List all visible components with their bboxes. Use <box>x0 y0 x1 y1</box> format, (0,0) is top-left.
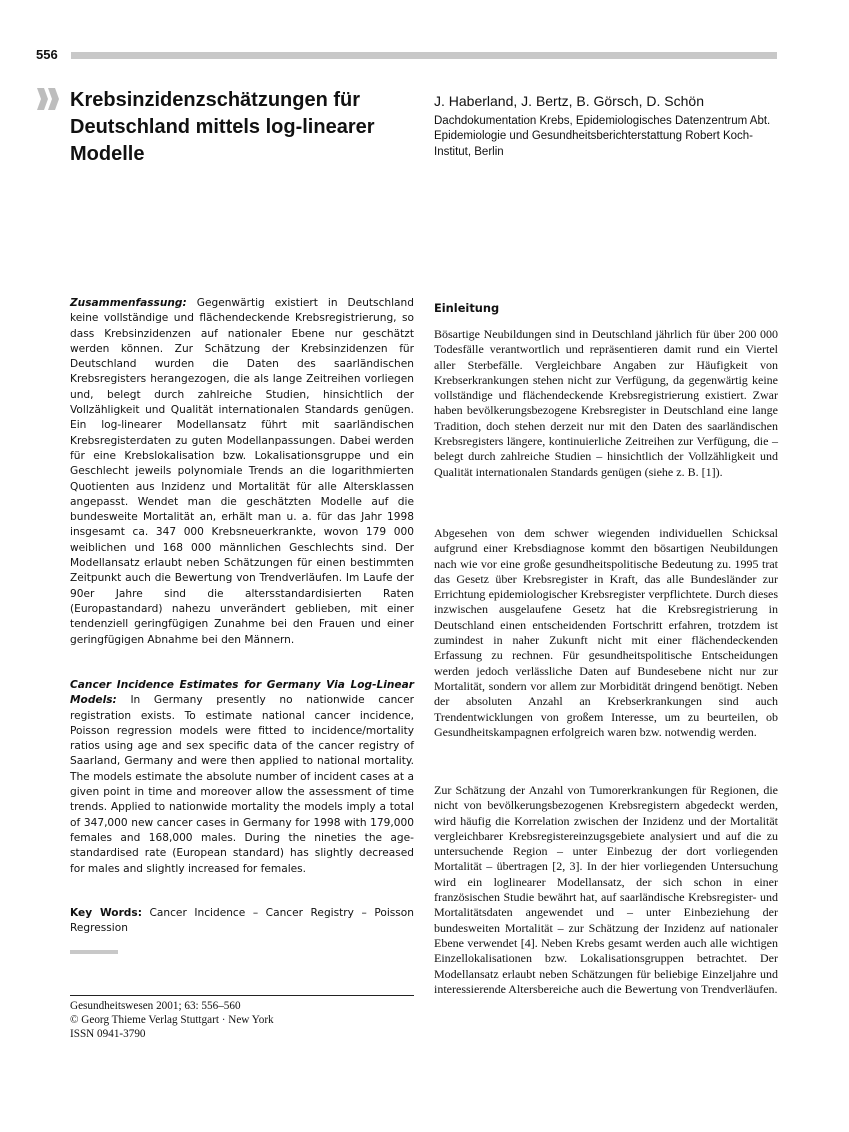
citation: Gesundheitswesen 2001; 63: 556–560 <box>70 1000 241 1012</box>
article-title: Krebsinzidenzschätzungen für Deutschland mittels log-linearer Modelle <box>70 89 375 165</box>
abstract-german-label: Zusammenfassung: <box>70 297 187 309</box>
abstract-end-rule <box>70 950 118 954</box>
keywords-text: Cancer Incidence – Cancer Registry – Poisson Regression <box>70 907 414 935</box>
abstract-english-text: In Germany presently no nationwide cancer registration exists. To estimate national cancer incidence, Poisson regression models were fitted to incidence/mortality ratios using age and sex specific data of the cancer registry of Saarland, Germany and were then applied to national mortality. The models estimate the absolute number of incident cases at a given point in time and moreover allow the assessment of time trends. Applied to nationwide mortality the models imply a total of 347,000 new cancer cases in Germany for 1998 with 179,000 females and 168,000 males. During the nineties the age-standardised rate (European standard) has slightly decreased for males and slightly increased for females. <box>70 694 415 875</box>
abstract-english-label: Cancer Incidence Estimates for Germany Via Log-Linear Models: <box>70 679 414 707</box>
intro-paragraph-text: Abgesehen von dem schwer wiegenden individuellen Schicksal aufgrund einer Krebsdiagnose kommt den bösartigen Neubildungen nach wie vor eine große gesundheitspolitische Bedeutung zu. 1995 trat das Gesetz über Krebsregister in Kraft, das alle Bundesländer zur Errichtung epidemiologischer Krebsregister verpflichtete. Durch dieses inzwischen ausgelaufene Gesetz hat die Krebsregistrierung in Deutschland einen entscheidenden Fortschritt erfahren, trotzdem ist zumindest in naher Zukunft nicht mit einer flächendeckenden Erfassung zu rechnen. Für gesundheitspolitische Entscheidungen werden jedoch verlässliche Daten auf Bundesebene nicht nur zur Mortalität, sondern vor allem zur Morbidität dringend benötigt. Neben der absoluten Anzahl an Krebserkrankungen sind auch Trendentwicklungen von großem Interesse, um zu beurteilen, ob Gesundheitskampagnen erfolgreich waren bzw. notwendig werden. <box>434 526 778 739</box>
abstract-german <box>70 296 414 648</box>
abstract-english <box>70 678 414 877</box>
footer-rule <box>70 995 414 996</box>
keywords-label: Key Words: <box>70 907 142 919</box>
intro-paragraph-1 <box>434 327 778 480</box>
intro-paragraph-text: Zur Schätzung der Anzahl von Tumorerkrankungen für Regionen, die nicht von bevölkerungsbezogenen Krebsregistern abgedeckt werden, wird häufig die Korrelation zwischen der Inzidenz und der Mortalität vergleichbarer Krebsregistereinzugsgebiete analysiert und auf die zu untersuchende Region – unter Einbezug der dort vorliegenden Mortalität – übertragen [2, 3]. In der hier vorliegenden Untersuchung wird ein loglinearer Modellansatz, der sich schon in einer französischen Studie bewährt hat, auf saarländische Krebsregister- und Mortalitätsdaten angewendet und – unter Einbeziehung der bundesweiten Mortalität – zur Schätzung der Inzidenz auf nationaler Ebene verwendet [4]. Neben Krebs gesamt werden auch alle wichtigen Einzellokalisationen bzw. Lokalisationsgruppen betrachtet. Der Modellansatz erlaubt neben Schätzungen für beliebige Einzeljahre und interessierende Altersbereiche auch die Bewertung von Trendverläufen. <box>434 783 778 996</box>
section-marker-icon <box>37 88 61 110</box>
intro-paragraph-text: Bösartige Neubildungen sind in Deutschland jährlich für über 200 000 Todesfälle verantwortlich und repräsentieren damit rund ein Viertel aller Sterbefälle. Vergleichbare Angaben zur Häufigkeit von Krebserkrankungen stehen nicht zur Verfügung, da gegenwärtig keine vollständige und flächendeckende Krebsregistrierung existiert. Zwar haben bevölkerungsbezogene Krebsregister in Deutschland eine lange Tradition, doch stehen derzeit nur mit den Daten des saarländischen Krebsregisters längere, kontinuierliche Zeitreihen zur Verfügung, die – belegt durch zahlreiche Studien – hinsichtlich der Vollzähligkeit und Qualität internationalen Standards genügen (siehe z. B. [1]). <box>434 327 778 479</box>
header-rule <box>71 52 777 59</box>
publisher: © Georg Thieme Verlag Stuttgart · New York <box>70 1014 274 1027</box>
keywords <box>70 906 414 937</box>
intro-paragraph-3 <box>434 783 778 997</box>
authors: J. Haberland, J. Bertz, B. Görsch, D. Schön <box>434 93 704 109</box>
affiliation: Dachdokumentation Krebs, Epidemiologisches Datenzentrum Abt. Epidemiologie und Gesundheitsberichterstattung Robert Koch-Institut, Berlin <box>434 115 771 158</box>
section-heading-einleitung: Einleitung <box>434 301 500 315</box>
publication-info <box>70 999 414 1042</box>
intro-paragraph-2 <box>434 526 778 740</box>
issn: ISSN 0941-3790 <box>70 1028 146 1041</box>
page-number: 556 <box>36 47 58 62</box>
abstract-german-text: Gegenwärtig existiert in Deutschland keine vollständige und flächendeckende Krebsregistrierung, so dass Krebsinzidenzen auf nationaler Ebene nur geschätzt werden können. Zur Schätzung der Krebsinzidenzen für Deutschland wurden die Daten des saarländischen Krebsregisters herangezogen, die als lange Zeitreihen vorliegen und, belegt durch zahlreiche Studien, hinsichtlich der Vollzähligkeit und Qualität internationalen Standards genügen. Ein log-linearer Modellansatz führt mit saarländischen Krebsregisterdaten zu guten Modellanpassungen. Dabei werden für eine Krebslokalisation bzw. Lokalisationsgruppe und ein Geschlecht jeweils polynomiale Trends an die logarithmierten Quotienten aus Inzidenz und Mortalität für alle Altersklassen angepasst. Wendet man die geschätzten Modelle auf die bundesweite Mortalität an, erhält man u. a. für das Jahr 1998 insgesamt ca. 347 000 Krebsneuerkrankte, wovon 179 000 weiblichen und 168 000 männlichen Geschlechts sind. Der Modellansatz erlaubt neben Schätzungen für einen bestimmten Zeitpunkt auch die Bewertung von Trendverläufen. Im Laufe der 90er Jahre sind die altersstandardisierten Raten (Europastandard) nahezu unverändert geblieben, mit einer tendenziell geringfügigen Zunahme bei den Frauen und einer geringfügigen Abnahme bei den Männern. <box>70 297 414 646</box>
